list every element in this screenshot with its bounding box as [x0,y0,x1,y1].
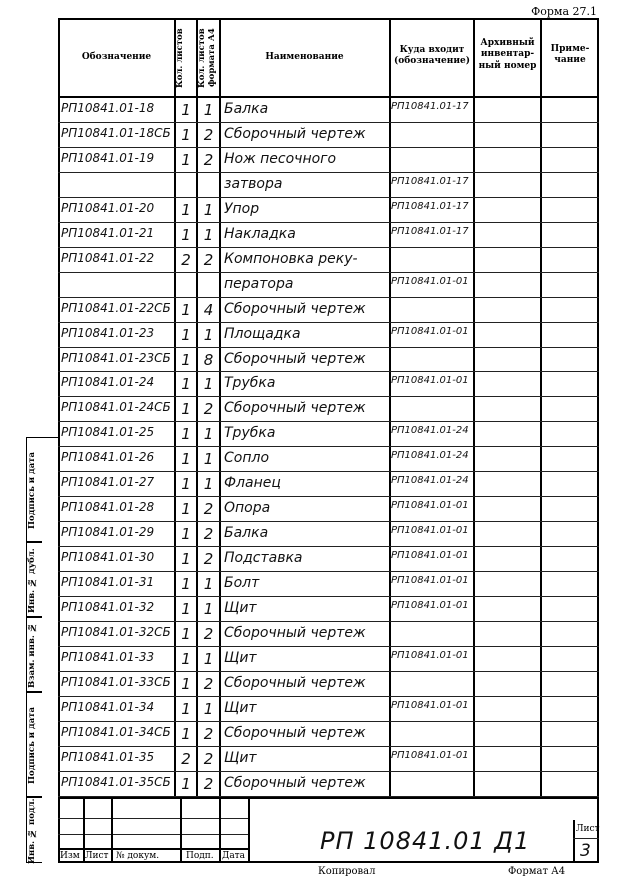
row-sheet-count: 1 [181,674,191,693]
row-sheet-count: 1 [181,624,191,643]
row-sheet-count: 2 [181,749,191,768]
row-where-used: РП10841.01-01 [391,649,469,661]
row-sheet-count: 1 [181,225,191,244]
row-sheet-count-a4: 2 [203,774,214,793]
header-note: Приме- чание [550,44,590,66]
row-sheet-count: 1 [181,126,191,144]
row-name: Сборочный чертеж [224,724,366,741]
row-sheet-count: 1 [181,101,191,119]
row-name: Сборочный чертеж [224,624,366,641]
row-where-used: РП10841.01-01 [391,749,469,761]
row-sheet-count: 1 [181,724,191,743]
stamp-line [573,838,599,839]
row-sheet-count-a4: 2 [203,150,214,169]
row-sheet-count-a4: 1 [203,225,214,244]
stamp-divider [180,797,182,863]
row-designation: РП10841.01-33 [61,649,155,664]
row-line [58,347,599,348]
side-box-dup-inv: Инв. № дубл. [26,542,42,617]
row-sheet-count-a4: 2 [203,674,214,693]
row-designation: РП10841.01-34 [61,699,155,714]
sheet-number: 3 [580,841,591,861]
row-line [58,297,599,298]
row-sheet-count: 1 [181,600,191,618]
row-line [58,721,599,722]
col-divider [389,18,391,798]
row-line [58,421,599,422]
row-line [58,521,599,522]
row-designation: РП10841.01-32СБ [61,624,171,639]
row-designation: РП10841.01-31 [61,575,155,589]
row-where-used: РП10841.01-24 [391,425,469,437]
row-designation: РП10841.01-18 [61,101,155,115]
side-box-replace-inv: Взам. инв. № [26,617,42,692]
row-line [58,197,599,198]
row-name: Болт [224,575,260,591]
stamp-divider [573,820,575,863]
row-name: Фланец [224,475,281,492]
stamp-divider [248,797,250,863]
row-designation: РП10841.01-35 [61,749,155,764]
stamp-col-date: Дата [222,851,246,861]
row-name: затвора [224,175,283,192]
row-name: Опора [224,500,271,517]
document-code: РП 10841.01 Д1 [320,827,531,855]
row-where-used: РП10841.01-17 [391,225,469,237]
col-divider [473,18,475,798]
stamp-col-sign: Подп. [186,851,214,861]
row-sheet-count: 1 [181,475,191,494]
stamp-divider [219,797,221,863]
row-sheet-count: 1 [181,699,191,718]
row-name: Щит [224,699,257,716]
stamp-divider [111,797,113,863]
row-name: Щит [224,749,257,766]
row-sheet-count: 1 [181,525,191,544]
row-sheet-count: 1 [181,550,191,569]
row-name: Сопло [224,450,270,467]
form-label: Форма 27.1 [531,5,597,18]
row-line [58,696,599,697]
row-sheet-count: 2 [181,250,191,269]
row-where-used: РП10841.01-01 [391,550,469,562]
row-designation: РП10841.01-26 [61,450,155,465]
row-designation: РП10841.01-28 [61,500,155,515]
row-line [58,247,599,248]
row-line [58,646,599,647]
row-where-used: РП10841.01-17 [391,200,469,212]
side-box-original-inv: Инв. № подл. [26,797,42,863]
row-designation: РП10841.01-24СБ [61,400,171,415]
row-line [58,571,599,572]
row-sheet-count-a4: 8 [203,350,214,369]
row-name: Подставка [224,550,303,567]
row-sheet-count-a4: 1 [203,200,214,219]
row-sheet-count: 1 [181,400,191,419]
row-designation: РП10841.01-22 [61,250,155,265]
row-designation: РП10841.01-22СБ [61,300,171,315]
footer-copied: Копировал [318,866,376,877]
row-name: Упор [224,200,260,217]
row-name: Сборочный чертеж [224,400,366,417]
row-designation: РП10841.01-35СБ [61,774,171,789]
row-sheet-count: 1 [181,350,191,369]
row-name: Щит [224,649,257,666]
row-sheet-count: 1 [181,774,191,793]
row-sheet-count-a4: 2 [203,250,214,269]
stamp-col-doc-no: № докум. [116,851,160,861]
row-line [58,371,599,372]
row-name: Сборочный чертеж [224,674,366,691]
row-line [58,322,599,323]
row-where-used: РП10841.01-01 [391,699,469,711]
row-line [58,746,599,747]
row-name: ператора [224,275,294,292]
col-divider [219,18,221,798]
row-line [58,771,599,772]
col-divider [540,18,542,798]
row-line [58,596,599,597]
row-name: Компоновка реку- [224,250,358,267]
row-name: Площадка [224,325,301,342]
row-line [58,272,599,273]
row-line [58,621,599,622]
row-name: Сборочный чертеж [224,774,366,791]
row-sheet-count: 1 [181,300,191,319]
row-sheet-count: 1 [181,200,191,219]
row-name: Сборочный чертеж [224,126,366,142]
row-designation: РП10841.01-21 [61,225,155,240]
row-sheet-count-a4: 4 [203,300,214,319]
row-designation: РП10841.01-19 [61,150,155,165]
row-sheet-count-a4: 2 [203,126,214,144]
row-sheet-count-a4: 1 [203,325,214,344]
row-sheet-count-a4: 2 [203,624,214,643]
row-sheet-count-a4: 1 [203,600,214,618]
row-name: Трубка [224,375,276,392]
row-designation: РП10841.01-25 [61,425,155,440]
row-sheet-count: 1 [181,500,191,519]
row-name: Балка [224,525,269,542]
row-where-used: РП10841.01-01 [391,325,469,337]
row-line [58,222,599,223]
row-where-used: РП10841.01-01 [391,500,469,512]
row-name: Сборочный чертеж [224,300,366,317]
row-where-used: РП10841.01-24 [391,450,469,462]
row-where-used: РП10841.01-24 [391,475,469,487]
row-designation: РП10841.01-30 [61,550,155,565]
row-where-used: РП10841.01-01 [391,525,469,537]
side-strip-blank [42,437,58,863]
header-divider [58,96,599,98]
row-line [58,147,599,148]
header-sheet-count: Кол. листов [175,28,185,88]
row-designation: РП10841.01-27 [61,475,155,490]
header-archive: Архивный инвентар- ный номер [478,38,537,71]
row-where-used: РП10841.01-01 [391,375,469,387]
header-sheet-count-a4: Кол. листов формата А4 [197,28,217,88]
row-where-used: РП10841.01-17 [391,101,469,112]
row-name: Щит [224,600,257,616]
row-line [58,471,599,472]
row-line [58,546,599,547]
row-name: Сборочный чертеж [224,350,366,367]
row-line [58,122,599,123]
row-designation: РП10841.01-23 [61,325,155,340]
row-designation: РП10841.01-34СБ [61,724,171,739]
row-sheet-count-a4: 2 [203,525,214,544]
row-where-used: РП10841.01-01 [391,600,469,611]
row-sheet-count: 1 [181,425,191,444]
row-where-used: РП10841.01-01 [391,275,469,287]
row-line [58,396,599,397]
row-sheet-count: 1 [181,575,191,593]
row-sheet-count-a4: 1 [203,475,214,494]
row-name: Трубка [224,425,276,442]
row-sheet-count-a4: 1 [203,375,214,394]
row-name: Нож песочного [224,150,337,167]
row-sheet-count: 1 [181,450,191,469]
row-sheet-count-a4: 1 [203,575,214,593]
row-sheet-count-a4: 1 [203,101,214,119]
row-designation: РП10841.01-29 [61,525,155,540]
row-name: Балка [224,101,269,117]
row-where-used: РП10841.01-17 [391,175,469,187]
stamp-col-change: Изм [60,851,80,861]
side-box-signature-date: Подпись и дата [26,437,42,542]
row-sheet-count-a4: 2 [203,550,214,569]
row-where-used: РП10841.01-01 [391,575,469,586]
row-sheet-count: 1 [181,649,191,668]
row-sheet-count-a4: 1 [203,649,214,668]
footer-format: Формат А4 [508,866,566,877]
header-name: Наименование [265,52,344,62]
row-designation: РП10841.01-24 [61,375,155,390]
sheet-label: Лист [576,824,600,834]
row-name: Накладка [224,225,296,242]
row-sheet-count-a4: 2 [203,749,214,768]
row-line [58,496,599,497]
row-line [58,446,599,447]
row-designation: РП10841.01-20 [61,200,155,215]
stamp-top-line [58,797,599,799]
header-designation: Обозначение [81,52,152,62]
row-designation: РП10841.01-33СБ [61,674,171,689]
row-designation: РП10841.01-18СБ [61,126,171,140]
stamp-col-sheet: Лист [85,851,109,861]
row-sheet-count: 1 [181,325,191,344]
row-designation: РП10841.01-32 [61,600,155,614]
row-sheet-count-a4: 2 [203,724,214,743]
row-sheet-count-a4: 1 [203,450,214,469]
header-where-used: Куда входит (обозначение) [394,45,470,67]
row-sheet-count-a4: 1 [203,425,214,444]
row-sheet-count: 1 [181,375,191,394]
row-line [58,172,599,173]
row-sheet-count-a4: 1 [203,699,214,718]
row-sheet-count-a4: 2 [203,500,214,519]
side-box-signature-date-2: Подпись и дата [26,692,42,797]
row-designation: РП10841.01-23СБ [61,350,171,365]
row-sheet-count: 1 [181,150,191,169]
row-line [58,671,599,672]
row-sheet-count-a4: 2 [203,400,214,419]
